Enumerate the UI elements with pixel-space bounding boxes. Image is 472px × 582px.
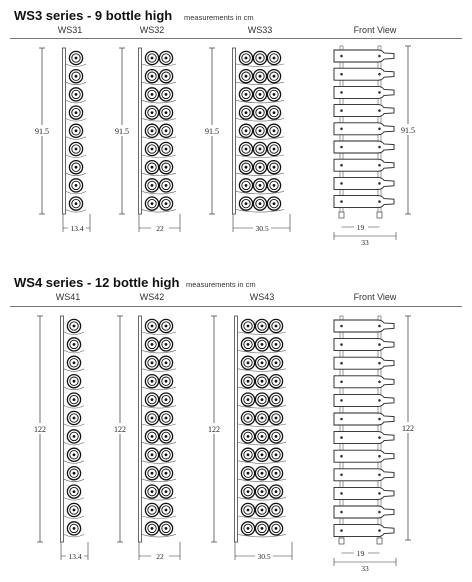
front-bottle: [334, 141, 394, 153]
front-peg-right: [378, 146, 381, 149]
bottle-end-cork: [247, 417, 250, 420]
bottle-end-cork: [245, 111, 248, 114]
front-foot-right: [377, 212, 382, 218]
bottle-end-cork: [165, 57, 168, 60]
bottle-end-cork: [259, 166, 262, 169]
width-dimension-label: 30.5: [255, 224, 269, 233]
rack-cradle: [142, 461, 176, 464]
front-height-dimension-label: 122: [402, 424, 414, 433]
bottle-end-cork: [165, 166, 168, 169]
front-outer-width-label: 33: [361, 564, 369, 573]
bottle-end-cork: [165, 325, 168, 328]
bottle-end-cork: [165, 509, 168, 512]
bottle-end-cork: [259, 75, 262, 78]
front-peg-left: [340, 91, 343, 94]
ws31-label: WS31: [57, 25, 83, 35]
bottle-end-cork: [75, 202, 78, 205]
bottle-end-cork: [151, 398, 154, 401]
front-peg-right: [378, 362, 381, 365]
front-peg-left: [340, 73, 343, 76]
bottle-end-cork: [247, 453, 250, 456]
bottle-end-cork: [165, 93, 168, 96]
rack-cradle: [142, 210, 176, 213]
height-dimension-label: 122: [34, 425, 46, 434]
front-peg-right: [378, 381, 381, 384]
bottle-end-cork: [73, 361, 76, 364]
bottle-end-cork: [259, 57, 262, 60]
bottle-end-cork: [275, 435, 278, 438]
ws3-drawings: [0, 0, 472, 270]
bottle-end-cork: [247, 509, 250, 512]
front-peg-right: [378, 109, 381, 112]
bottle-end-cork: [259, 129, 262, 132]
bottle-end-cork: [261, 325, 264, 328]
front-bottle: [334, 357, 394, 369]
rack-ws31: [33, 48, 90, 233]
front-peg-left: [340, 529, 343, 532]
bottle-end-cork: [165, 453, 168, 456]
front-bottle: [334, 394, 394, 406]
front-peg-right: [378, 455, 381, 458]
front-peg-right: [378, 182, 381, 185]
bottle-end-cork: [245, 57, 248, 60]
front-peg-right: [378, 436, 381, 439]
bottle-end-cork: [165, 75, 168, 78]
bottle-end-cork: [75, 166, 78, 169]
ws4-section: [0, 270, 472, 582]
bottle-end-cork: [151, 417, 154, 420]
rack-cradle: [142, 191, 176, 194]
ws4-front-view-label: Front View: [353, 292, 397, 302]
bottle-end-cork: [73, 435, 76, 438]
front-peg-right: [378, 91, 381, 94]
bottle-end-cork: [261, 527, 264, 530]
bottle-end-cork: [261, 435, 264, 438]
bottle-end-cork: [245, 166, 248, 169]
front-peg-right: [378, 128, 381, 131]
rack-cradle: [142, 534, 176, 537]
front-peg-right: [378, 529, 381, 532]
bottle-end-cork: [75, 111, 78, 114]
front-peg-left: [340, 399, 343, 402]
bottle-end-cork: [275, 417, 278, 420]
front-bottle: [334, 339, 394, 351]
width-dimension-label: 22: [156, 224, 164, 233]
height-dimension-label: 91.5: [205, 127, 219, 136]
rack-cradle: [142, 479, 176, 482]
bottle-end-cork: [151, 343, 154, 346]
front-peg-left: [340, 492, 343, 495]
bottle-end-cork: [275, 490, 278, 493]
front-foot-right: [377, 538, 382, 544]
front-bottle: [334, 450, 394, 462]
front-peg-left: [340, 128, 343, 131]
bottle-end-cork: [165, 398, 168, 401]
bottle-end-cork: [275, 472, 278, 475]
bottle-end-cork: [273, 75, 276, 78]
bottle-end-cork: [245, 184, 248, 187]
bottle-end-cork: [275, 453, 278, 456]
front-peg-left: [340, 109, 343, 112]
front-bottle: [334, 105, 394, 117]
bottle-end-cork: [273, 129, 276, 132]
bottle-end-cork: [151, 509, 154, 512]
ws33-label: WS33: [247, 25, 273, 35]
bottle-end-cork: [273, 111, 276, 114]
front-peg-left: [340, 343, 343, 346]
front-view-0: [334, 46, 417, 247]
bottle-end-cork: [151, 361, 154, 364]
height-dimension-label: 122: [114, 425, 126, 434]
bottle-end-cork: [275, 325, 278, 328]
width-dimension-label: 22: [156, 552, 164, 561]
bottle-end-cork: [73, 472, 76, 475]
bottle-end-cork: [259, 184, 262, 187]
height-dimension-label: 122: [208, 425, 220, 434]
bottle-end-cork: [151, 453, 154, 456]
rack-cradle: [142, 100, 176, 103]
ws41-label: WS41: [55, 292, 81, 302]
rack-rail: [233, 48, 236, 214]
front-bottle: [334, 525, 394, 537]
front-peg-left: [340, 381, 343, 384]
rack-cradle: [142, 155, 176, 158]
front-peg-right: [378, 399, 381, 402]
bottle-end-cork: [247, 527, 250, 530]
bottle-end-cork: [73, 325, 76, 328]
front-bottle: [334, 376, 394, 388]
front-peg-right: [378, 55, 381, 58]
bottle-end-cork: [275, 361, 278, 364]
bottle-end-cork: [261, 490, 264, 493]
front-height-dimension-label: 91.5: [401, 126, 415, 135]
bottle-end-cork: [73, 380, 76, 383]
bottle-end-cork: [247, 325, 250, 328]
bottle-end-cork: [151, 490, 154, 493]
rack-cradle: [142, 137, 176, 140]
rack-cradle: [142, 350, 176, 353]
bottle-end-cork: [273, 93, 276, 96]
bottle-end-cork: [151, 75, 154, 78]
bottle-end-cork: [261, 417, 264, 420]
bottle-end-cork: [73, 453, 76, 456]
bottle-end-cork: [165, 343, 168, 346]
front-peg-left: [340, 325, 343, 328]
front-bottle: [334, 177, 394, 189]
rack-cradle: [142, 387, 176, 390]
ws43-label: WS43: [249, 292, 275, 302]
bottle-end-cork: [75, 93, 78, 96]
bottle-end-cork: [165, 435, 168, 438]
rack-cradle: [142, 173, 176, 176]
bottle-end-cork: [261, 453, 264, 456]
bottle-end-cork: [275, 380, 278, 383]
bottle-end-cork: [261, 361, 264, 364]
ws3-section-subtitle: measurements in cm: [184, 13, 254, 22]
front-peg-left: [340, 511, 343, 514]
front-bottle: [334, 506, 394, 518]
bottle-end-cork: [151, 129, 154, 132]
bottle-end-cork: [73, 509, 76, 512]
bottle-end-cork: [165, 527, 168, 530]
front-peg-left: [340, 164, 343, 167]
bottle-end-cork: [75, 129, 78, 132]
rack-cradle: [142, 516, 176, 519]
bottle-end-cork: [73, 527, 76, 530]
front-peg-right: [378, 492, 381, 495]
bottle-end-cork: [261, 509, 264, 512]
bottle-end-cork: [275, 509, 278, 512]
bottle-end-cork: [151, 57, 154, 60]
bottle-end-cork: [259, 93, 262, 96]
height-dimension-label: 91.5: [115, 127, 129, 136]
front-peg-left: [340, 474, 343, 477]
bottle-end-cork: [245, 148, 248, 151]
front-peg-right: [378, 511, 381, 514]
front-peg-left: [340, 436, 343, 439]
bottle-end-cork: [165, 202, 168, 205]
rack-cradle: [142, 369, 176, 372]
bottle-end-cork: [247, 361, 250, 364]
front-peg-right: [378, 164, 381, 167]
bottle-end-cork: [151, 527, 154, 530]
ws3-section: [0, 0, 472, 270]
bottle-end-cork: [273, 202, 276, 205]
front-peg-left: [340, 362, 343, 365]
bottle-end-cork: [151, 148, 154, 151]
front-peg-right: [378, 343, 381, 346]
bottle-end-cork: [247, 380, 250, 383]
front-peg-right: [378, 200, 381, 203]
bottle-end-cork: [275, 343, 278, 346]
front-bottle: [334, 469, 394, 481]
front-bottle: [334, 50, 394, 62]
front-bottle: [334, 86, 394, 98]
front-bottle: [334, 432, 394, 444]
front-view-1: [334, 316, 417, 573]
bottle-end-cork: [245, 129, 248, 132]
rack-rail: [139, 316, 142, 542]
front-peg-left: [340, 55, 343, 58]
front-outer-width-label: 33: [361, 238, 369, 247]
bottle-end-cork: [261, 343, 264, 346]
bottle-end-cork: [165, 111, 168, 114]
front-bottle: [334, 413, 394, 425]
ws4-drawings: [0, 270, 472, 582]
bottle-end-cork: [75, 184, 78, 187]
rack-rail: [61, 316, 64, 542]
bottle-end-cork: [151, 93, 154, 96]
width-dimension-label: 13.4: [68, 552, 82, 561]
ws42-label: WS42: [139, 292, 165, 302]
bottle-end-cork: [273, 184, 276, 187]
bottle-end-cork: [165, 148, 168, 151]
front-bottle: [334, 123, 394, 135]
front-bottle: [334, 159, 394, 171]
rack-cradle: [142, 64, 176, 67]
bottle-end-cork: [151, 166, 154, 169]
bottle-end-cork: [247, 472, 250, 475]
front-peg-left: [340, 182, 343, 185]
bottle-end-cork: [151, 472, 154, 475]
rack-ws43: [205, 316, 292, 561]
rack-rail: [139, 48, 142, 214]
rack-cradle: [142, 424, 176, 427]
ws4-section-subtitle: measurements in cm: [186, 280, 256, 289]
bottle-end-cork: [273, 57, 276, 60]
bottle-end-cork: [247, 490, 250, 493]
bottle-end-cork: [273, 148, 276, 151]
rack-rail: [63, 48, 66, 214]
front-inner-width-label: 19: [356, 549, 365, 558]
bottle-end-cork: [165, 490, 168, 493]
rack-cradle: [142, 119, 176, 122]
bottle-end-cork: [275, 398, 278, 401]
bottle-end-cork: [151, 111, 154, 114]
bottle-end-cork: [261, 398, 264, 401]
rack-cradle: [142, 332, 176, 335]
bottle-end-cork: [151, 325, 154, 328]
bottle-end-cork: [245, 202, 248, 205]
bottle-end-cork: [259, 111, 262, 114]
bottle-end-cork: [165, 361, 168, 364]
ws4-section-title: WS4 series - 12 bottle high: [14, 275, 180, 290]
bottle-end-cork: [247, 398, 250, 401]
rack-cradle: [142, 82, 176, 85]
bottle-end-cork: [73, 343, 76, 346]
rack-cradle: [142, 442, 176, 445]
width-dimension-label: 30.5: [257, 552, 271, 561]
front-bottle: [334, 320, 394, 332]
rack-cradle: [142, 498, 176, 501]
bottle-end-cork: [165, 417, 168, 420]
bottle-end-cork: [245, 93, 248, 96]
bottle-end-cork: [165, 184, 168, 187]
front-peg-right: [378, 418, 381, 421]
ws3-front-view-label: Front View: [353, 25, 397, 35]
bottle-end-cork: [75, 148, 78, 151]
front-inner-width-label: 19: [356, 223, 365, 232]
height-dimension-label: 91.5: [35, 127, 49, 136]
front-peg-left: [340, 200, 343, 203]
bottle-end-cork: [261, 472, 264, 475]
bottle-end-cork: [165, 129, 168, 132]
front-bottle: [334, 487, 394, 499]
bottle-end-cork: [151, 380, 154, 383]
front-peg-right: [378, 325, 381, 328]
bottle-end-cork: [273, 166, 276, 169]
width-dimension-label: 13.4: [70, 224, 84, 233]
front-foot-left: [339, 538, 344, 544]
bottle-end-cork: [275, 527, 278, 530]
bottle-end-cork: [247, 343, 250, 346]
front-peg-right: [378, 73, 381, 76]
bottle-end-cork: [165, 380, 168, 383]
front-bottle: [334, 196, 394, 208]
bottle-end-cork: [75, 57, 78, 60]
front-bottle: [334, 68, 394, 80]
rack-ws41: [31, 316, 88, 561]
bottle-end-cork: [261, 380, 264, 383]
front-foot-left: [339, 212, 344, 218]
bottle-end-cork: [73, 417, 76, 420]
bottle-end-cork: [73, 490, 76, 493]
front-peg-left: [340, 455, 343, 458]
bottle-end-cork: [247, 435, 250, 438]
bottle-end-cork: [73, 398, 76, 401]
front-peg-left: [340, 146, 343, 149]
rack-ws32: [113, 48, 180, 233]
bottle-end-cork: [151, 202, 154, 205]
rack-ws33: [203, 48, 290, 233]
bottle-end-cork: [245, 75, 248, 78]
bottle-end-cork: [165, 472, 168, 475]
bottle-end-cork: [151, 435, 154, 438]
bottle-end-cork: [75, 75, 78, 78]
rack-ws42: [111, 316, 180, 561]
rack-rail: [235, 316, 238, 542]
front-peg-right: [378, 474, 381, 477]
bottle-end-cork: [259, 202, 262, 205]
ws3-section-title: WS3 series - 9 bottle high: [14, 8, 173, 23]
front-peg-left: [340, 418, 343, 421]
rack-cradle: [142, 406, 176, 409]
ws32-label: WS32: [139, 25, 165, 35]
bottle-end-cork: [259, 148, 262, 151]
bottle-end-cork: [151, 184, 154, 187]
